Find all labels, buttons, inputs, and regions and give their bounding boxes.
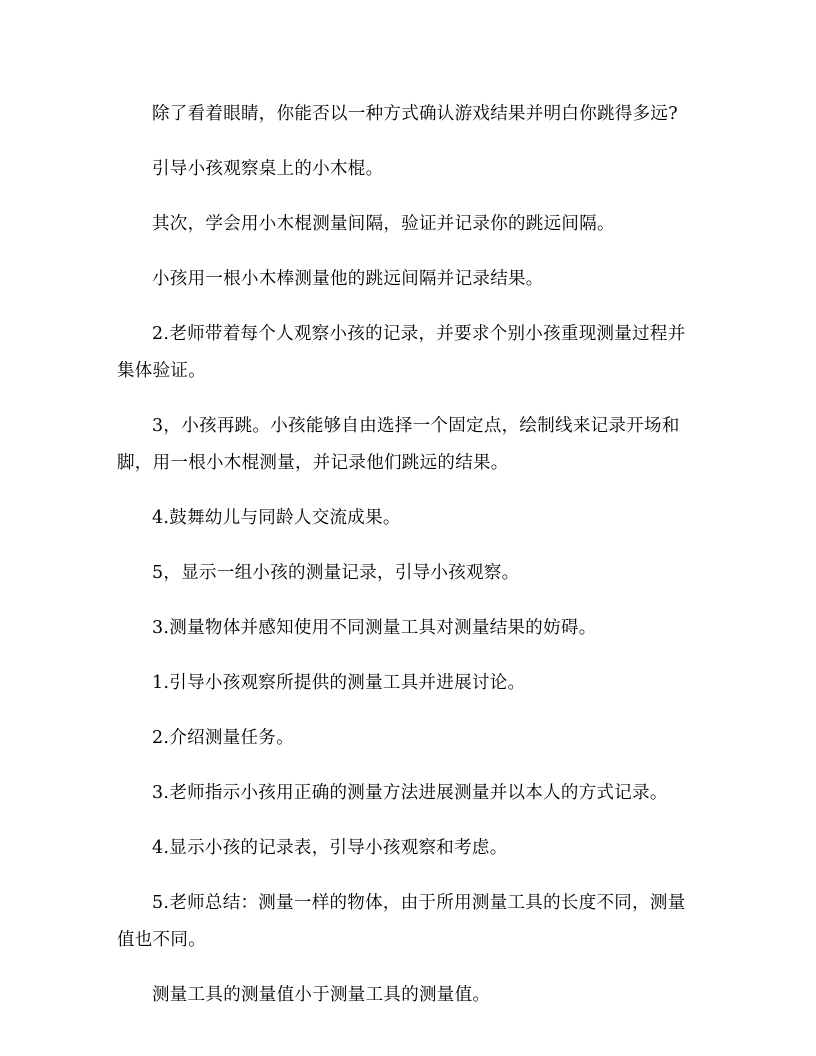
paragraph: 4.显示小孩的记录表，引导小孩观察和考虑。	[152, 838, 508, 858]
paragraph: 引导小孩观察桌上的小木棍。	[152, 159, 384, 179]
paragraph: 3.老师指示小孩用正确的测量方法进展测量并以本人的方式记录。	[152, 783, 668, 803]
paragraph: 2.介绍测量任务。	[152, 728, 294, 748]
paragraph: 2.老师带着每个人观察小孩的记录，并要求个别小孩重现测量过程并集体验证。	[117, 324, 686, 381]
document-body	[117, 96, 699, 1032]
paragraph: 5，显示一组小孩的测量记录，引导小孩观察。	[152, 563, 520, 583]
paragraph: 1.引导小孩观察所提供的测量工具并进展讨论。	[152, 673, 526, 693]
paragraph: 其次，学会用小木棍测量间隔，验证并记录你的跳远间隔。	[152, 214, 615, 234]
paragraph: 除了看着眼睛，你能否以一种方式确认游戏结果并明白你跳得多远?	[152, 104, 678, 124]
paragraph: 3，小孩再跳。小孩能够自由选择一个固定点，绘制线来记录开场和脚，用一根小木棍测量，并记录他们跳远的结果。	[117, 416, 680, 473]
paragraph: 4.鼓舞幼儿与同龄人交流成果。	[152, 508, 401, 528]
paragraph: 3.测量物体并感知使用不同测量工具对测量结果的妨碍。	[152, 618, 597, 638]
paragraph: 测量工具的测量值小于测量工具的测量值。	[152, 985, 491, 1005]
paragraph: 5.老师总结：测量一样的物体，由于所用测量工具的长度不同，测量值也不同。	[117, 893, 686, 950]
paragraph: 小孩用一根小木棒测量他的跳远间隔并记录结果。	[152, 269, 544, 289]
